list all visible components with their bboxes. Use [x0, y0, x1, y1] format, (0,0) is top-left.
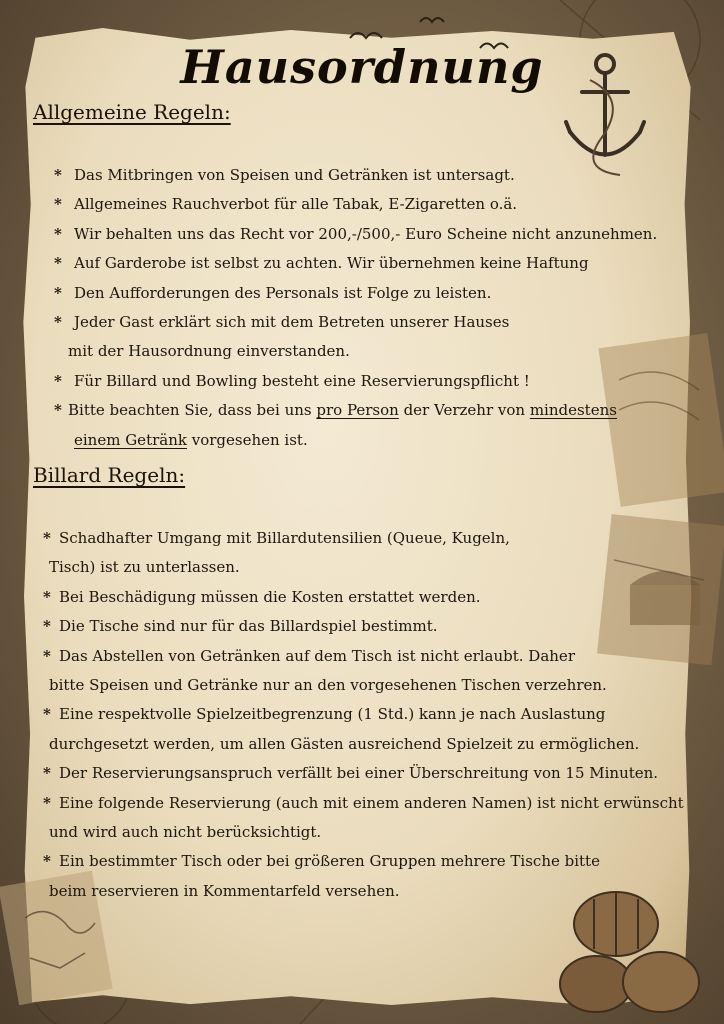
bullet-icon: * — [54, 166, 62, 184]
rule-item: * Das Abstellen von Getränken auf dem Tisch ist nicht erlaubt. Daher bitte Speisen und Getränke nur an den vorgesehenen Tischen verzehren. — [43, 642, 684, 701]
underlined-phrase: mindestens — [529, 401, 617, 420]
rule-item: * Für Billard und Bowling besteht eine Reservierungspflicht ! — [54, 367, 657, 396]
bullet-icon: * — [54, 195, 62, 214]
bullet-icon: * — [43, 764, 51, 783]
underlined-phrase: einem Getränk — [74, 430, 187, 449]
rule-item — [54, 396, 657, 455]
bullet-icon: * — [54, 401, 62, 420]
bullet-icon: * — [43, 529, 51, 547]
bullet-icon: * — [43, 646, 51, 665]
rule-item: * Allgemeines Rauchverbot für alle Tabak, E-Zigaretten o.ä. — [54, 190, 657, 219]
rule-item: * Auf Garderobe ist selbst zu achten. Wir übernehmen keine Haftung — [54, 249, 657, 278]
rule-item: * Den Aufforderungen des Personals ist Folge zu leisten. — [54, 279, 657, 308]
rule-item: * Jeder Gast erklärt sich mit dem Betreten unserer Hauses mit der Hausordnung einverstanden. — [54, 308, 657, 367]
rule-item: * Ein bestimmter Tisch oder bei größeren Gruppen mehrere Tische bitte beim reservieren in Kommentarfeld versehen. — [43, 847, 684, 906]
rule-item: * Eine respektvolle Spielzeitbegrenzung (1 Std.) kann je nach Auslastung durchgesetzt werden, um allen Gästen ausreichend Spielzeit zu ermöglichen. — [43, 700, 684, 759]
rule-item: * Schadhafter Umgang mit Billardutensilien (Queue, Kugeln, Tisch) ist zu unterlassen. — [43, 524, 684, 583]
rules-list-allgemeine — [54, 161, 657, 455]
rule-item: * Der Reservierungsanspruch verfällt bei einer Überschreitung von 15 Minuten. — [43, 759, 684, 788]
bullet-icon: * — [43, 793, 51, 812]
bullet-icon: * — [54, 254, 62, 273]
page-title: Hausordnung — [180, 40, 544, 94]
bullet-icon: * — [43, 617, 51, 636]
bullet-icon: * — [54, 313, 62, 332]
rule-rich-line: Bitte beachten Sie, dass bei uns pro Person der Verzehr von mindestens — [68, 401, 617, 420]
rule-item: * Das Mitbringen von Speisen und Getränken ist untersagt. — [54, 161, 657, 190]
bullet-icon: * — [43, 852, 51, 871]
bullet-icon: * — [43, 705, 51, 724]
bullet-icon: * — [43, 587, 51, 606]
rule-item: * Bei Beschädigung müssen die Kosten erstattet werden. — [43, 583, 684, 612]
section-heading-billard: Billard Regeln: — [33, 463, 186, 487]
bullet-icon: * — [54, 283, 62, 302]
rule-item: * Die Tische sind nur für das Billardspiel bestimmt. — [43, 612, 684, 641]
underlined-phrase: pro Person — [316, 401, 399, 420]
rules-list-billard — [43, 524, 684, 906]
bullet-icon: * — [54, 371, 62, 390]
rule-rich-line: einem Getränk vorgesehen ist. — [74, 430, 308, 449]
rule-item: * Wir behalten uns das Recht vor 200,-/500,- Euro Scheine nicht anzunehmen. — [54, 220, 657, 249]
bullet-icon: * — [54, 224, 62, 243]
rule-item: * Eine folgende Reservierung (auch mit einem anderen Namen) ist nicht erwünscht und wird auch nicht berücksichtigt. — [43, 789, 684, 848]
section-heading-allgemeine: Allgemeine Regeln: — [33, 100, 231, 124]
